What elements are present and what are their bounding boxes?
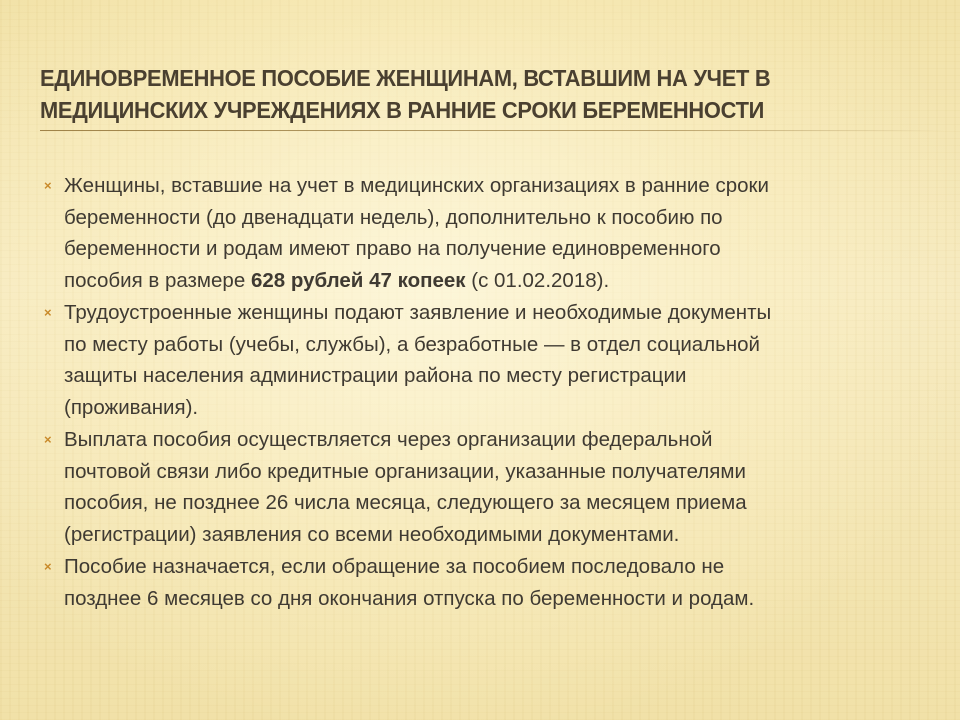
x-bullet-icon: ×	[44, 432, 52, 447]
bullet-text	[64, 551, 914, 614]
bullet-list	[44, 170, 914, 615]
benefit-amount: 628 рублей 47 копеек	[250, 268, 466, 292]
slide-title	[40, 62, 858, 126]
bullet-line: Женщины, вставшие на учет в медицинских организациях в ранние сроки	[64, 174, 769, 197]
bullet-line: (регистрации) заявления со всеми необходимыми документами.	[64, 522, 680, 546]
bullet-line: по месту работы (учебы, службы), а безработные — в отдел социальной	[64, 332, 761, 356]
bullet-line-suffix: (с 01.02.2018).	[465, 268, 610, 292]
bullet-line: Трудоустроенные женщины подают заявление и необходимые документы	[64, 301, 772, 324]
bullet-line: почтовой связи либо кредитные организации, указанные получателями	[64, 459, 746, 483]
bullet-item-1	[44, 170, 914, 296]
bullet-line	[64, 265, 914, 297]
bullet-line: беременности и родам имеют право на получение единовременного	[64, 237, 721, 260]
bullet-item-3	[44, 424, 914, 550]
bullet-line-prefix: пособия в размере	[64, 268, 251, 292]
title-divider	[40, 130, 945, 131]
x-bullet-icon: ×	[44, 305, 52, 320]
bullet-line: Пособие назначается, если обращение за пособием последовало не	[64, 555, 725, 578]
bullet-item-4	[44, 551, 914, 614]
slide-title-line-1: ЕДИНОВРЕМЕННОЕ ПОСОБИЕ ЖЕНЩИНАМ, ВСТАВШИМ НА УЧЕТ В	[40, 65, 771, 91]
x-bullet-icon: ×	[44, 178, 52, 193]
bullet-item-2	[44, 297, 914, 423]
bullet-line: позднее 6 месяцев со дня окончания отпуска по беременности и родам.	[64, 586, 755, 610]
bullet-line: беременности (до двенадцати недель), дополнительно к пособию по	[64, 205, 723, 229]
bullet-line: пособия, не позднее 26 числа месяца, следующего за месяцем приема	[64, 491, 747, 514]
slide-title-line-2: МЕДИЦИНСКИХ УЧРЕЖДЕНИЯХ В РАННИЕ СРОКИ БЕРЕМЕННОСТИ	[40, 97, 765, 123]
bullet-text	[64, 424, 914, 550]
bullet-line: (проживания).	[64, 395, 199, 419]
bullet-text	[64, 170, 914, 296]
x-bullet-icon: ×	[44, 559, 52, 574]
bullet-line: защиты населения администрации района по месту регистрации	[64, 364, 687, 387]
bullet-text	[64, 297, 914, 423]
bullet-line: Выплата пособия осуществляется через организации федеральной	[64, 428, 713, 451]
